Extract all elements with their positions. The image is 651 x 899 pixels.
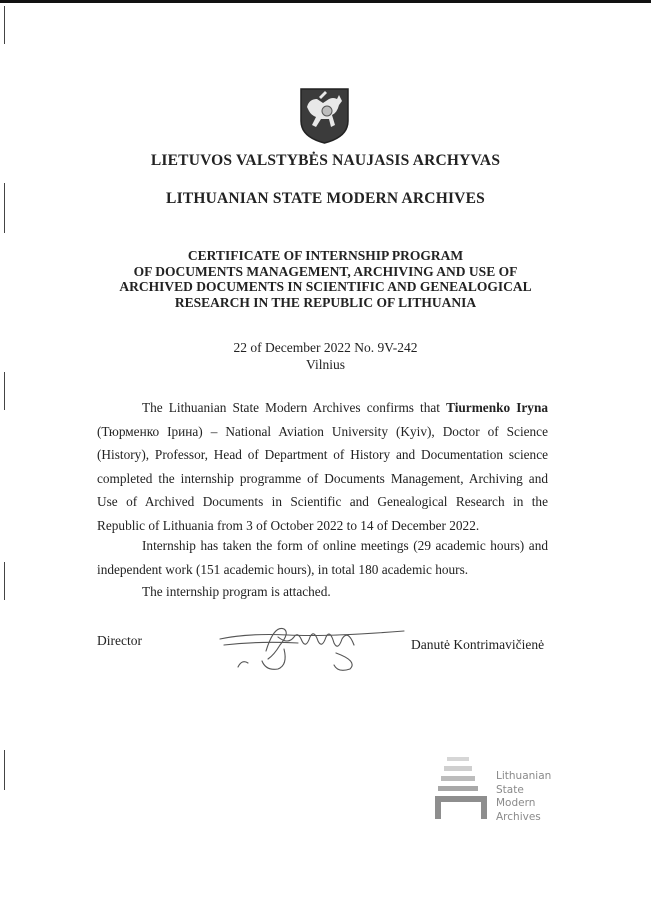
logo-text-line: State — [496, 783, 524, 796]
scan-top-border — [0, 0, 651, 3]
certificate-title-line: ARCHIVED DOCUMENTS IN SCIENTIFIC AND GENEALOGICAL — [119, 279, 532, 294]
attachment-note: The internship program is attached. — [142, 584, 331, 599]
scan-margin-mark — [4, 372, 5, 410]
logo-text-line: Archives — [496, 810, 541, 823]
logo-text-line: Lithuanian — [496, 770, 552, 782]
signer-role: Director — [97, 633, 142, 648]
archives-logo-text — [496, 770, 551, 824]
certificate-title — [0, 248, 651, 310]
signer-name: Danutė Kontrimavičienė — [411, 637, 545, 652]
handwritten-signature — [218, 615, 408, 673]
certificate-title-line: OF DOCUMENTS MANAGEMENT, ARCHIVING AND USE OF — [133, 263, 518, 279]
date-block — [0, 339, 651, 373]
scan-margin-mark — [4, 750, 5, 790]
certificate-title-line: RESEARCH IN THE REPUBLIC OF LITHUANIA — [174, 294, 477, 310]
archive-name-lithuanian: LIETUVOS VALSTYBĖS NAUJASIS ARCHYVAS — [150, 152, 501, 169]
archive-name-english: LITHUANIAN STATE MODERN ARCHIVES — [166, 190, 485, 207]
confirmation-text-start: The Lithuanian State Modern Archives confirms that — [142, 400, 447, 415]
archives-logo-icon — [433, 755, 489, 821]
certificate-place: Vilnius — [306, 357, 345, 372]
scan-margin-mark — [4, 562, 5, 600]
certificate-date-number: 22 of December 2022 No. 9V-242 — [233, 340, 418, 355]
hours-paragraph: Internship has taken the form of online meetings (29 academic hours) and independent work (151 academic hours), in total 180 academic hours. — [97, 538, 548, 577]
scan-margin-mark — [4, 6, 5, 44]
certificate-title-line: CERTIFICATE OF INTERNSHIP PROGRAM — [187, 248, 464, 263]
intern-name: Tiurmenko Iryna — [446, 400, 548, 415]
logo-text-line: Modern — [496, 797, 536, 809]
confirmation-text-rest: (Тюрменко Ірина) – National Aviation University (Kyiv), Doctor of Science (History), Professor, Head of Department of History and Documentation science completed the internship programme of Documents Management, Archiving and Use of Archived Documents in Scientific and Genealogical Research in the Republic of Lithuania from 3 of October 2022 to 14 of December 2022. — [97, 423, 548, 533]
coat-of-arms-icon — [299, 87, 350, 145]
confirmation-paragraph — [97, 396, 548, 537]
